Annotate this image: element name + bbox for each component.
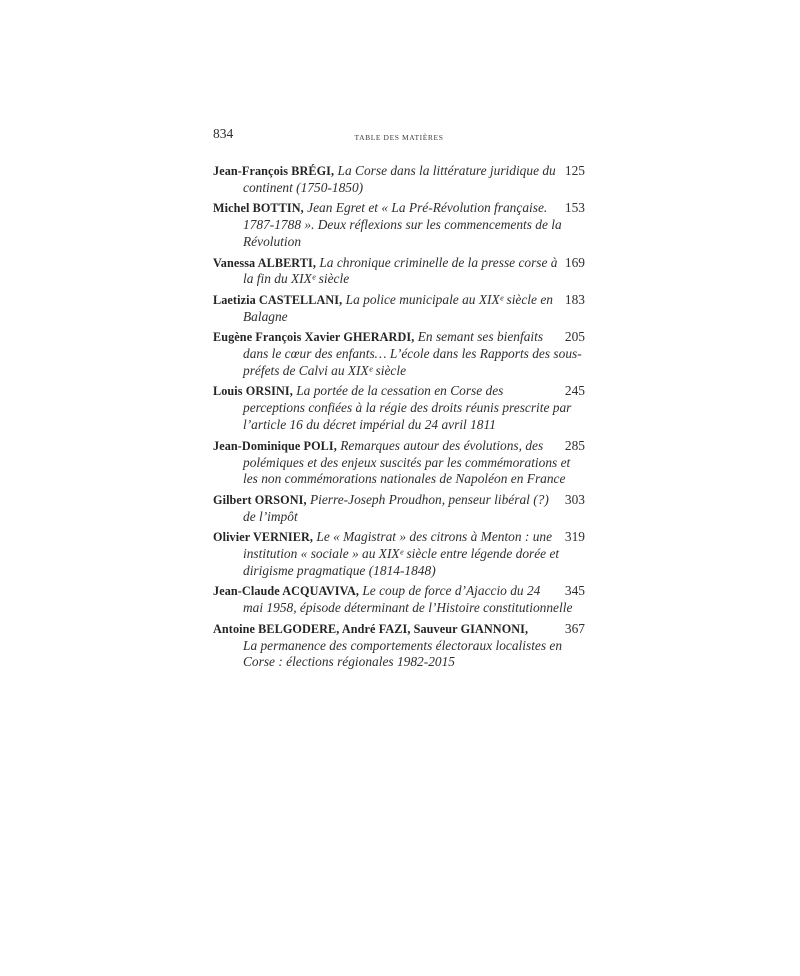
toc-title: La permanence des comportements électoraux localistes en Corse : élections régionales 1982-2015 (243, 637, 563, 670)
toc-entry (213, 621, 585, 672)
toc-author: Antoine BELGODERE, André FAZI, Sauveur GIANNONI, (213, 621, 529, 636)
toc-page-number: 345 (564, 583, 585, 599)
toc-title: La chronique criminelle de la presse corse à la fin du XIXᵉ siècle (243, 254, 558, 287)
toc-author: Vanessa ALBERTI, (213, 255, 316, 270)
toc-page-number: 285 (564, 437, 585, 453)
toc-author: Jean-Claude ACQUAVIVA, (213, 584, 359, 599)
toc-author: Louis ORSINI, (213, 384, 293, 399)
toc-title: En semant ses bienfaits dans le cœur des enfants… L’école dans les Rapports des sous-préfets de Calvi au XIXᵉ siècle (243, 329, 582, 378)
toc-title: Remarques autour des évolutions, des polémiques et des enjeux suscités par les commémorations et les non commémorations nationales de Napoléon en France (243, 437, 571, 487)
toc-page-number: 303 (564, 491, 585, 507)
toc-entry (213, 255, 585, 289)
toc-title: La Corse dans la littérature juridique du continent (1750-1850) (243, 163, 556, 195)
page-number: 834 (213, 126, 234, 141)
toc-page-number: 367 (564, 620, 585, 636)
toc-entry (213, 438, 585, 489)
toc-author: Jean-Dominique POLI, (213, 438, 337, 453)
toc-author: Michel BOTTIN, (213, 201, 304, 216)
toc-page-number: 169 (564, 254, 585, 270)
toc-title: La police municipale au XIXᵉ siècle en Balagne (243, 291, 553, 324)
toc-author: Gilbert ORSONI, (213, 492, 307, 507)
toc-title: Pierre-Joseph Proudhon, penseur libéral (?) de l’impôt (243, 491, 549, 524)
toc-page-number: 205 (564, 329, 585, 345)
table-of-contents (213, 163, 585, 675)
toc-title: Le coup de force d’Ajaccio du 24 mai 1958, épisode déterminant de l’Histoire constitutionnelle (243, 583, 573, 616)
toc-entry (213, 163, 585, 197)
toc-entry (213, 492, 585, 526)
toc-page-number: 319 (564, 529, 585, 545)
toc-entry (213, 200, 585, 251)
toc-page-number: 153 (564, 200, 585, 216)
toc-author: Jean-François BRÉGI, (213, 164, 335, 178)
toc-title: Le « Magistrat » des citrons à Menton : une institution « sociale » au XIXᵉ siècle entre légende dorée et dirigisme pragmatique (1814-1848) (243, 529, 560, 578)
toc-entry (213, 292, 585, 326)
toc-author: Olivier VERNIER, (213, 530, 314, 545)
running-head (213, 126, 585, 144)
toc-entry (213, 383, 585, 434)
toc-page-number: 245 (564, 383, 585, 399)
toc-page-number: 125 (564, 163, 585, 178)
toc-title: La portée de la cessation en Corse des perceptions confiées à la régie des droits réunis prescrite par l’article 16 du décret impérial du 24 avril 1811 (243, 383, 572, 433)
running-header-title: TABLE DES MATIÈRES (354, 133, 444, 142)
toc-author: Eugène François Xavier GHERARDI, (213, 330, 415, 345)
toc-title: Jean Egret et « La Pré-Révolution française. 1787-1788 ». Deux réflexions sur les commencements de la Révolution (243, 200, 562, 250)
toc-author: Laetizia CASTELLANI, (213, 292, 343, 307)
toc-entry (213, 529, 585, 580)
toc-page-number: 183 (564, 291, 585, 307)
toc-entry (213, 583, 585, 617)
toc-entry (213, 329, 585, 380)
